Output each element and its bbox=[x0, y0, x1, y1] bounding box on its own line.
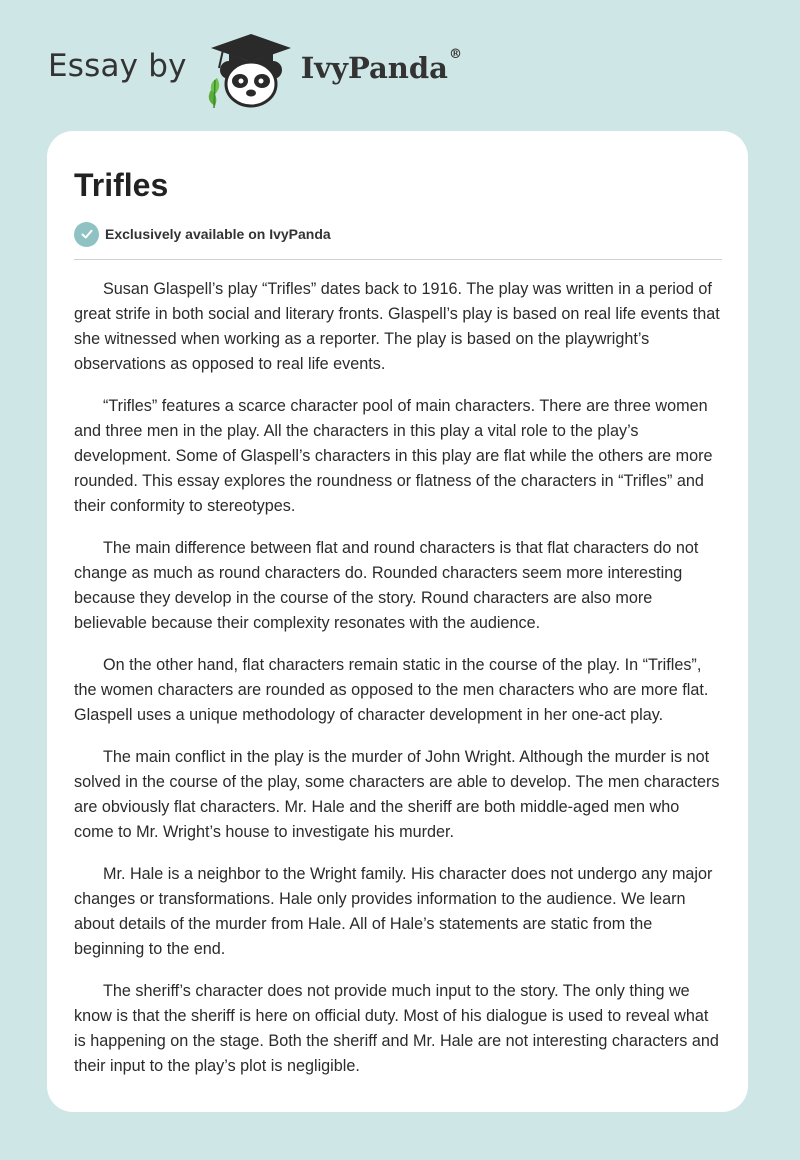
essay-paragraph: The main conflict in the play is the murder of John Wright. Although the murder is not solved in the course of the play, some characters are able to develop. The men characters are obviously flat characters. Mr. Hale and the sheriff are both middle-aged men who come to Mr. Wright’s house to investigate his murder. bbox=[74, 748, 720, 841]
brand-header[interactable] bbox=[48, 30, 462, 110]
essay-title: Trifles bbox=[74, 167, 169, 203]
essay-paragraph: The sheriff’s character does not provide much input to the story. The only thing we know is that the sheriff is here on official duty. Most of his dialogue is used to reveal what is happening on the stage. Both the sheriff and Mr. Hale are not interesting characters and their input to the play’s plot is negligible. bbox=[74, 982, 719, 1075]
essay-paragraph: On the other hand, flat characters remain static in the course of the play. In “Trifles”, the women characters are rounded as opposed to the men characters who are more flat. Glaspell uses a unique methodology of character development in her one-act play. bbox=[74, 656, 709, 724]
essay-paragraph: Susan Glaspell’s play “Trifles” dates back to 1916. The play was written in a period of great strife in both social and literary fronts. Glaspell’s play is based on real life events that she witnessed when working as a reporter. The play is based on the playwright’s observations as opposed to real life events. bbox=[74, 280, 720, 373]
brand-prefix: Essay by bbox=[48, 48, 187, 84]
brand-name: IvyPanda® bbox=[300, 47, 462, 85]
exclusive-badge bbox=[74, 219, 722, 249]
essay-paragraph: The main difference between flat and round characters is that flat characters do not change as much as round characters do. Rounded characters seem more interesting because they develop in the course of the story. Round characters are also more believable because their complexity resonates with the audience. bbox=[74, 539, 699, 632]
essay-paragraph: “Trifles” features a scarce character pool of main characters. There are three women and three men in the play. All the characters in this play a vital role to the play’s development. Some of Glaspell’s characters in this play are flat while the others are more rounded. This essay explores the roundness or flatness of the characters in “Trifles” and their conformity to stereotypes. bbox=[74, 397, 713, 515]
exclusive-label: Exclusively available on IvyPanda bbox=[105, 226, 331, 242]
panda-logo-icon bbox=[201, 30, 297, 110]
divider bbox=[74, 259, 722, 260]
check-icon bbox=[74, 222, 99, 247]
essay-paragraph: Mr. Hale is a neighbor to the Wright family. His character does not undergo any major changes or transformations. Hale only provides information to the audience. We learn about details of the murder from Hale. All of Hale’s statements are static from the beginning to the end. bbox=[74, 865, 713, 958]
essay-card bbox=[47, 131, 748, 1112]
